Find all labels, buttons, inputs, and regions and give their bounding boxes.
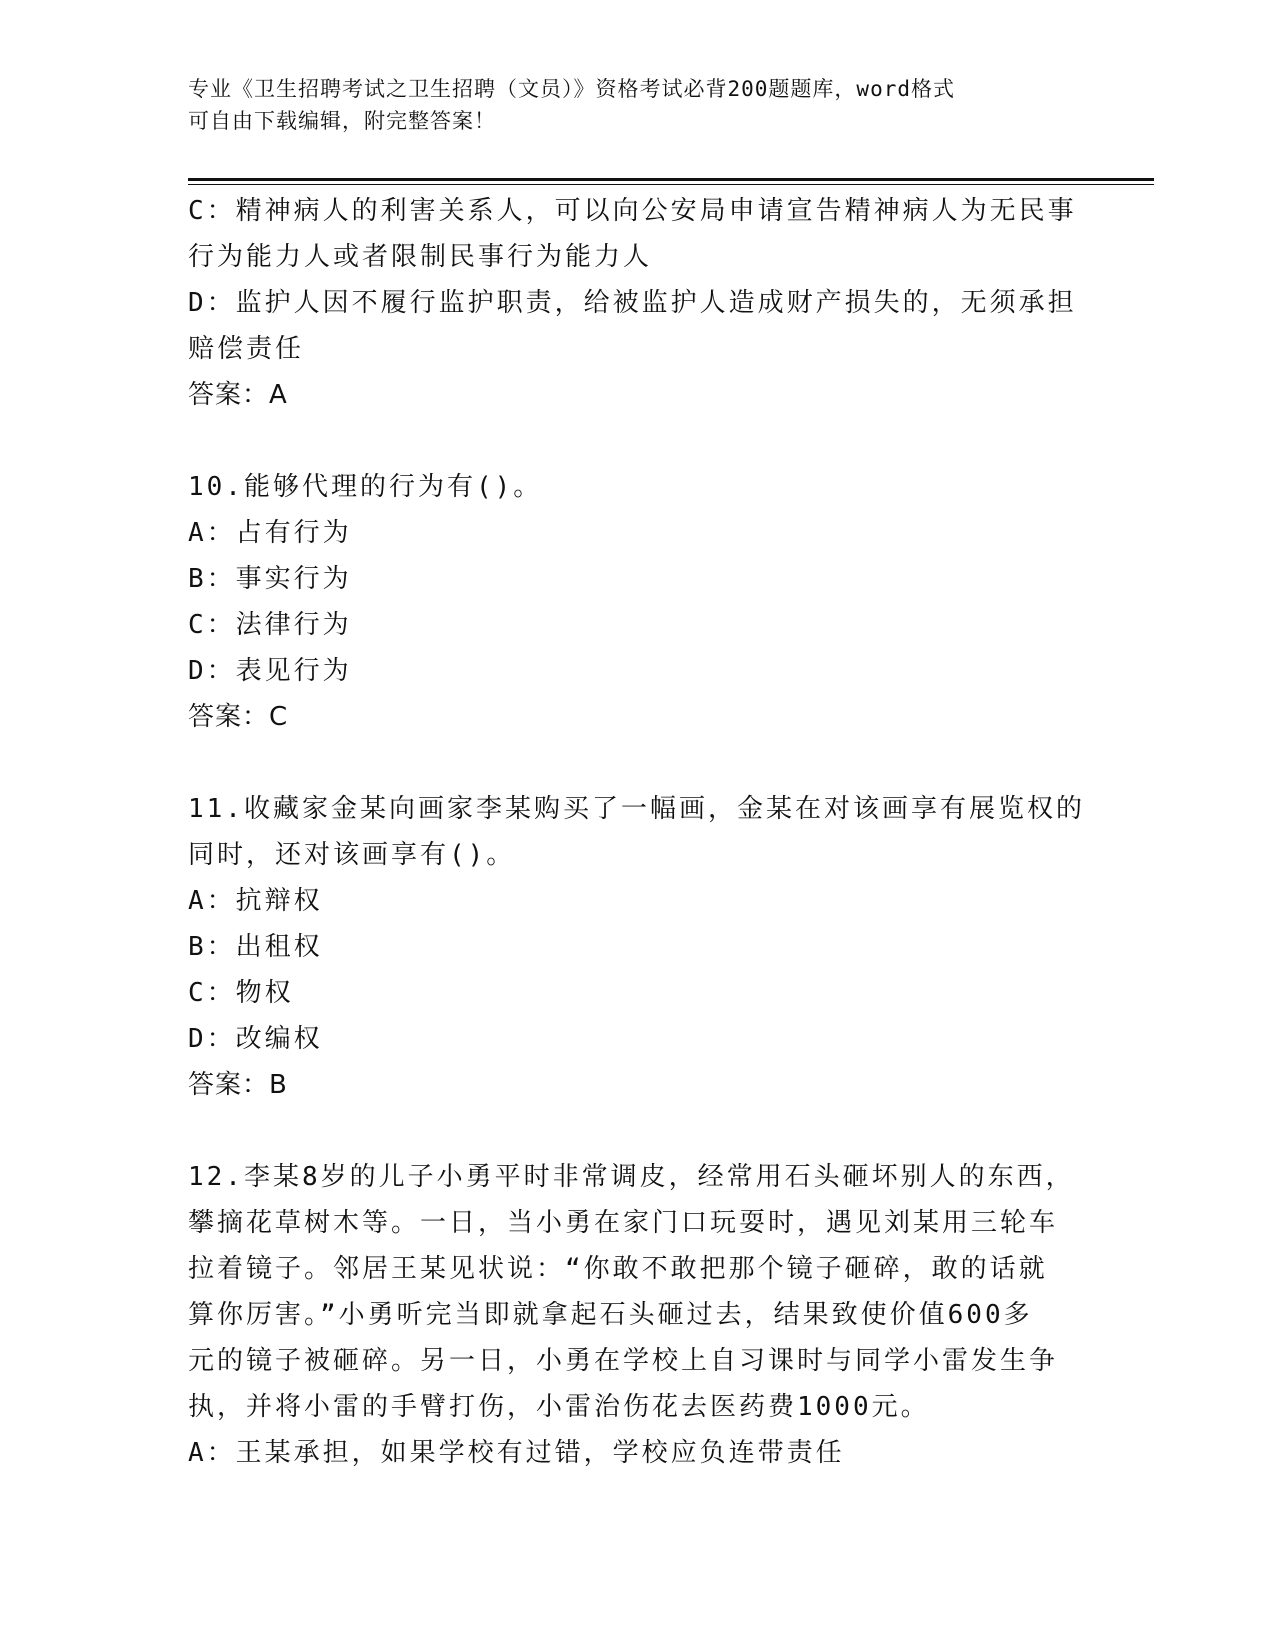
q9-option-d-line-2: 赔偿责任 <box>188 334 305 364</box>
q9-option-c-line-2: 行为能力人或者限制民事行为能力人 <box>188 242 653 272</box>
q11-option-b: B：出租权 <box>188 932 323 962</box>
q10-option-a: A：占有行为 <box>188 518 352 548</box>
header-rule-thin <box>188 184 1154 185</box>
question-11 <box>188 786 1088 1108</box>
document-body <box>188 188 1088 1476</box>
spacer <box>188 1108 1088 1154</box>
q9-answer: 答案：A <box>188 380 288 410</box>
spacer <box>188 740 1088 786</box>
q11-stem-line-2: 同时，还对该画享有()。 <box>188 840 516 870</box>
q11-option-c: C：物权 <box>188 978 294 1008</box>
question-12 <box>188 1154 1088 1476</box>
q12-stem-line-5: 元的镜子被砸碎。另一日，小勇在学校上自习课时与同学小雷发生争 <box>188 1346 1059 1376</box>
q12-stem-line-3: 拉着镜子。邻居王某见状说：“你敢不敢把那个镜子砸碎，敢的话就 <box>188 1254 1048 1284</box>
q11-stem-line-1: 11.收藏家金某向画家李某购买了一幅画，金某在对该画享有展览权的 <box>188 794 1085 824</box>
spacer <box>188 418 1088 464</box>
q10-option-b: B：事实行为 <box>188 564 352 594</box>
header-rule-thick <box>188 178 1154 181</box>
q12-stem-line-2: 攀摘花草树木等。一日，当小勇在家门口玩耍时，遇见刘某用三轮车 <box>188 1208 1059 1238</box>
question-9-continued <box>188 188 1088 418</box>
header-line-1: 专业《卫生招聘考试之卫生招聘（文员）》资格考试必背200题题库，word格式 <box>188 77 955 101</box>
q10-answer: 答案：C <box>188 702 289 732</box>
q12-stem-line-4: 算你厉害。”小勇听完当即就拿起石头砸过去，结果致使价值600多 <box>188 1300 1033 1330</box>
q11-option-a: A：抗辩权 <box>188 886 323 916</box>
q12-option-a: A：王某承担，如果学校有过错，学校应负连带责任 <box>188 1438 845 1468</box>
q9-option-c-line-1: C：精神病人的利害关系人，可以向公安局申请宣告精神病人为无民事 <box>188 196 1077 226</box>
q12-stem-line-1: 12.李某8岁的儿子小勇平时非常调皮，经常用石头砸坏别人的东西， <box>188 1162 1075 1192</box>
q10-option-d: D：表见行为 <box>188 656 352 686</box>
question-10 <box>188 464 1088 740</box>
q10-stem: 10.能够代理的行为有()。 <box>188 472 543 502</box>
q11-option-d: D：改编权 <box>188 1024 323 1054</box>
q9-option-d-line-1: D：监护人因不履行监护职责，给被监护人造成财产损失的，无须承担 <box>188 288 1077 318</box>
document-header <box>188 73 1088 137</box>
q10-option-c: C：法律行为 <box>188 610 352 640</box>
q11-answer: 答案：B <box>188 1070 288 1100</box>
q12-stem-line-6: 执，并将小雷的手臂打伤，小雷治伤花去医药费1000元。 <box>188 1392 930 1422</box>
header-line-2: 可自由下载编辑，附完整答案！ <box>188 109 496 133</box>
